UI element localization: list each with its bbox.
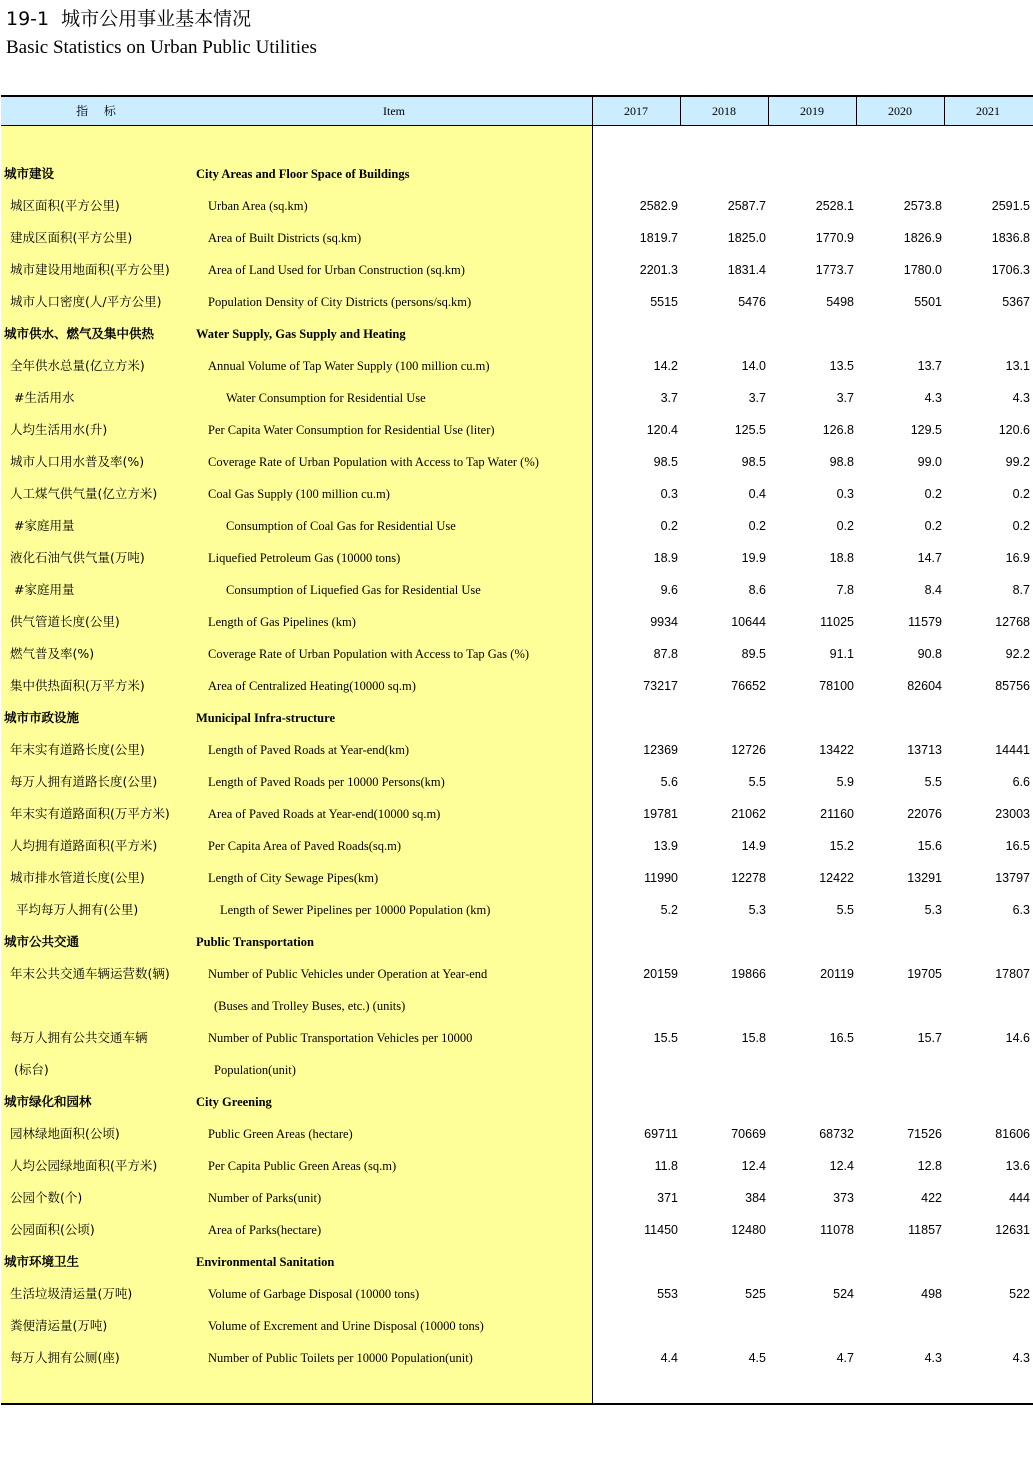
value-cell-2020: 4.3 [924,391,942,405]
indicator-cn: 园林绿地面积(公顷) [10,1126,120,1141]
value-cell-2020: 1780.0 [903,263,942,277]
value-cell-2020: 5.5 [924,775,942,789]
value-cell-2020: 15.7 [917,1031,942,1045]
value-cell-2018: 89.5 [741,647,766,661]
table-row [0,1022,1033,1054]
value-cell-2018: 0.2 [748,519,766,533]
value-cell-2018: 1831.4 [727,263,766,277]
value-cell-2021: 81606 [995,1127,1030,1141]
section-row [0,926,1033,958]
value-cell-2019: 373 [833,1191,854,1205]
title-cn-text: 城市公用事业基本情况 [61,8,252,30]
value-cell-2021: 5367 [1002,295,1030,309]
value-cell-2018: 0.4 [748,487,766,501]
item-en: Area of Paved Roads at Year-end(10000 sq.m) [208,807,441,821]
page-title-en: Basic Statistics on Urban Public Utilities [6,37,317,58]
value-cell-2017: 87.8 [653,647,678,661]
table-row [0,798,1033,830]
value-cell-2021: 6.6 [1012,775,1030,789]
indicator-cn: 城市人口密度(人/平方公里) [10,294,162,309]
value-cell-2020: 11579 [908,615,942,629]
item-en: Consumption of Coal Gas for Residential Use [226,519,456,533]
value-cell-2019: 12422 [819,871,854,885]
header-year: 2021 [976,104,1000,118]
table-row [0,350,1033,382]
value-cell-2018: 525 [745,1287,766,1301]
value-cell-2018: 14.0 [741,359,766,373]
indicator-cn: 每万人拥有公厕(座) [10,1350,120,1365]
section-row [0,702,1033,734]
item-en: Public Green Areas (hectare) [208,1127,353,1141]
value-cell-2019: 5.5 [836,903,854,917]
item-en: Per Capita Water Consumption for Residential Use (liter) [208,423,495,437]
header-year: 2018 [712,104,736,118]
item-en: Volume of Garbage Disposal (10000 tons) [208,1287,420,1301]
value-cell-2018: 5476 [738,295,766,309]
table-row [0,286,1033,318]
value-cell-2018: 8.6 [748,583,766,597]
item-en: Coal Gas Supply (100 million cu.m) [208,487,390,501]
indicator-cn: 平均每万人拥有(公里) [16,902,139,917]
table-row [0,734,1033,766]
header-year: 2020 [888,104,912,118]
value-cell-2021: 14441 [995,743,1030,757]
value-cell-2017: 553 [657,1287,678,1301]
value-cell-2019: 98.8 [829,455,854,469]
value-cell-2020: 19705 [907,967,942,981]
value-cell-2019: 11078 [820,1223,854,1237]
indicator-cn: 城市供水、燃气及集中供热 [4,326,155,341]
table-row [0,830,1033,862]
value-cell-2017: 11.8 [654,1159,678,1173]
value-cell-2021: 13797 [995,871,1030,885]
item-en: Municipal Infra-structure [196,711,335,725]
table-row [0,1214,1033,1246]
value-cell-2020: 71526 [907,1127,942,1141]
value-cell-2019: 12.4 [829,1159,854,1173]
value-cell-2019: 16.5 [829,1031,854,1045]
value-cell-2021: 0.2 [1012,487,1030,501]
header-year: 2017 [624,104,648,118]
indicator-cn: 年末实有道路长度(公里) [10,742,145,757]
item-en: Water Supply, Gas Supply and Heating [196,327,406,341]
table-row [0,1182,1033,1214]
indicator-cn: 城市市政设施 [4,710,80,725]
indicator-cn: 人工煤气供气量(亿立方米) [10,486,158,501]
section-row [0,318,1033,350]
value-cell-2018: 12480 [731,1223,766,1237]
value-cell-2019: 15.2 [829,839,854,853]
value-cell-2018: 19.9 [741,551,766,565]
table-row [0,414,1033,446]
table-row [0,1150,1033,1182]
indicator-cn: 城市人口用水普及率(%) [10,454,145,469]
value-cell-2020: 4.3 [924,1351,942,1365]
item-en: Length of City Sewage Pipes(km) [208,871,379,885]
value-cell-2019: 0.2 [836,519,854,533]
item-en: Per Capita Public Green Areas (sq.m) [208,1159,397,1173]
value-cell-2019: 524 [833,1287,854,1301]
table-row [0,542,1033,574]
indicator-cn: 城市排水管道长度(公里) [10,870,145,885]
indicator-cn: 城市建设 [4,166,55,181]
indicator-cn: 城市环境卫生 [4,1254,80,1269]
value-cell-2021: 8.7 [1012,583,1030,597]
value-cell-2018: 70669 [731,1127,766,1141]
table-row [0,894,1033,926]
value-cell-2017: 0.2 [660,519,678,533]
item-en: Liquefied Petroleum Gas (10000 tons) [208,551,401,565]
header-rule [1,125,1033,126]
value-cell-2017: 120.4 [646,423,678,437]
indicator-cn: 液化石油气供气量(万吨) [10,550,145,565]
value-cell-2021: 12631 [995,1223,1030,1237]
table-row [0,1054,1033,1086]
item-en: Per Capita Area of Paved Roads(sq.m) [208,839,402,853]
item-en: Public Transportation [196,935,314,949]
value-cell-2018: 76652 [731,679,766,693]
item-en: Coverage Rate of Urban Population with Access to Tap Gas (%) [208,647,530,661]
page-title-cn [6,4,251,31]
indicator-cn: 城市绿化和园林 [4,1094,92,1109]
table-row [0,1342,1033,1374]
value-cell-2021: 12768 [995,615,1030,629]
value-cell-2021: 444 [1009,1191,1030,1205]
section-row [0,1086,1033,1118]
indicator-cn: 城市公共交通 [4,934,80,949]
indicator-cn: 粪便清运量(万吨) [10,1318,108,1333]
value-cell-2019: 21160 [820,807,854,821]
item-en: Number of Public Vehicles under Operation at Year-end [208,967,488,981]
value-cell-2018: 15.8 [741,1031,766,1045]
value-cell-2020: 498 [921,1287,942,1301]
item-en: Area of Land Used for Urban Construction (sq.km) [208,263,465,277]
item-en: Length of Paved Roads per 10000 Persons(km) [208,775,445,789]
value-cell-2019: 0.3 [836,487,854,501]
indicator-cn: 建成区面积(平方公里) [10,230,133,245]
value-cell-2021: 13.6 [1005,1159,1030,1173]
value-cell-2017: 1819.7 [639,231,678,245]
indicator-cn: (标台) [14,1062,49,1077]
value-cell-2021: 16.5 [1005,839,1030,853]
item-en: City Areas and Floor Space of Buildings [196,167,410,181]
value-cell-2020: 13291 [907,871,942,885]
indicator-cn: #家庭用量 [14,582,75,597]
indicator-cn: 供气管道长度(公里) [10,614,120,629]
value-cell-2017: 0.3 [660,487,678,501]
item-en: (Buses and Trolley Buses, etc.) (units) [214,999,406,1013]
value-cell-2020: 0.2 [924,519,942,533]
value-cell-2020: 8.4 [924,583,942,597]
value-cell-2021: 99.2 [1005,455,1030,469]
value-cell-2018: 12.4 [741,1159,766,1173]
value-cell-2019: 20119 [820,967,854,981]
value-cell-2021: 13.1 [1005,359,1030,373]
indicator-cn: 城区面积(平方公里) [10,198,120,213]
value-cell-2020: 12.8 [917,1159,942,1173]
value-cell-2017: 11450 [644,1223,678,1237]
value-cell-2017: 2582.9 [639,199,678,213]
value-cell-2021: 4.3 [1012,1351,1030,1365]
value-cell-2020: 129.5 [910,423,942,437]
indicator-cn: 每万人拥有道路长度(公里) [10,774,158,789]
value-cell-2019: 7.8 [836,583,854,597]
item-en: Length of Paved Roads at Year-end(km) [208,743,410,757]
value-cell-2018: 1825.0 [727,231,766,245]
indicator-cn: 生活垃圾清运量(万吨) [10,1286,133,1301]
value-cell-2020: 5.3 [924,903,942,917]
value-cell-2020: 82604 [907,679,942,693]
value-cell-2017: 12369 [643,743,678,757]
item-en: Length of Gas Pipelines (km) [208,615,356,629]
bottom-rule [1,1403,1033,1405]
indicator-cn: 人均公园绿地面积(平方米) [10,1158,158,1173]
value-cell-2017: 5515 [650,295,678,309]
value-cell-2017: 3.7 [660,391,678,405]
item-en: Number of Public Transportation Vehicles per 10000 [208,1031,473,1045]
table-row [0,766,1033,798]
item-en: Area of Parks(hectare) [208,1223,322,1237]
value-cell-2018: 3.7 [748,391,766,405]
header-year: 2019 [800,104,824,118]
value-cell-2020: 99.0 [917,455,942,469]
value-cell-2021: 4.3 [1012,391,1030,405]
indicator-cn: 公园个数(个) [10,1190,83,1205]
value-cell-2018: 4.5 [748,1351,766,1365]
value-cell-2020: 22076 [907,807,942,821]
value-cell-2021: 2591.5 [991,199,1030,213]
value-cell-2021: 14.6 [1005,1031,1030,1045]
indicator-cn: 人均生活用水(升) [10,422,108,437]
table-row [0,958,1033,990]
value-cell-2019: 13.5 [829,359,854,373]
value-cell-2018: 14.9 [741,839,766,853]
value-cell-2017: 69711 [644,1127,678,1141]
value-cell-2020: 0.2 [924,487,942,501]
section-row [0,158,1033,190]
value-cell-2017: 13.9 [653,839,678,853]
value-cell-2019: 1773.7 [815,263,854,277]
value-cell-2018: 19866 [731,967,766,981]
value-cell-2017: 11990 [644,871,678,885]
value-cell-2021: 0.2 [1012,519,1030,533]
value-cell-2017: 19781 [643,807,678,821]
value-cell-2021: 1836.8 [991,231,1030,245]
table-row [0,222,1033,254]
value-cell-2017: 14.2 [653,359,678,373]
table-row [0,990,1033,1022]
value-cell-2017: 18.9 [653,551,678,565]
value-cell-2017: 4.4 [660,1351,678,1365]
value-cell-2017: 20159 [643,967,678,981]
indicator-cn: #家庭用量 [14,518,75,533]
value-cell-2019: 1770.9 [815,231,854,245]
value-cell-2017: 9.6 [660,583,678,597]
item-en: Annual Volume of Tap Water Supply (100 million cu.m) [208,359,490,373]
value-cell-2017: 98.5 [653,455,678,469]
value-cell-2021: 17807 [995,967,1030,981]
value-cell-2020: 13.7 [917,359,942,373]
value-cell-2018: 12278 [731,871,766,885]
section-row [0,1246,1033,1278]
value-cell-2020: 13713 [907,743,942,757]
value-cell-2019: 13422 [819,743,854,757]
item-en: Population(unit) [214,1063,296,1077]
value-cell-2021: 23003 [995,807,1030,821]
table-row [0,606,1033,638]
item-en: Urban Area (sq.km) [208,199,308,213]
value-cell-2019: 91.1 [829,647,854,661]
table-number: 19-1 [6,8,50,30]
table-row [0,478,1033,510]
value-cell-2018: 384 [745,1191,766,1205]
table-row [0,1310,1033,1342]
value-cell-2020: 2573.8 [903,199,942,213]
value-cell-2020: 90.8 [917,647,942,661]
item-en: City Greening [196,1095,272,1109]
indicator-cn: 城市建设用地面积(平方公里) [10,262,170,277]
value-cell-2019: 18.8 [829,551,854,565]
value-cell-2020: 422 [921,1191,942,1205]
indicator-cn: 年末公共交通车辆运营数(辆) [10,966,170,981]
value-cell-2018: 21062 [731,807,766,821]
value-cell-2019: 2528.1 [815,199,854,213]
value-cell-2019: 3.7 [836,391,854,405]
value-cell-2021: 522 [1009,1287,1030,1301]
value-cell-2018: 10644 [731,615,766,629]
indicator-cn: 全年供水总量(亿立方米) [10,358,145,373]
value-cell-2019: 68732 [819,1127,854,1141]
table-row [0,862,1033,894]
item-en: Consumption of Liquefied Gas for Residential Use [226,583,481,597]
indicator-cn: 人均拥有道路面积(平方米) [10,838,158,853]
value-cell-2018: 98.5 [741,455,766,469]
value-cell-2021: 120.6 [998,423,1030,437]
value-cell-2017: 5.6 [660,775,678,789]
item-en: Area of Built Districts (sq.km) [208,231,362,245]
value-cell-2020: 5501 [914,295,942,309]
value-cell-2019: 11025 [820,615,854,629]
item-en: Length of Sewer Pipelines per 10000 Population (km) [220,903,491,917]
value-cell-2019: 5.9 [836,775,854,789]
table-row [0,574,1033,606]
indicator-cn: 公园面积(公顷) [10,1222,95,1237]
indicator-cn: #生活用水 [14,390,75,405]
table-row [0,510,1033,542]
value-cell-2018: 2587.7 [727,199,766,213]
value-cell-2021: 92.2 [1005,647,1030,661]
value-cell-2017: 9934 [650,615,678,629]
item-en: Area of Centralized Heating(10000 sq.m) [208,679,416,693]
table-row [0,254,1033,286]
value-cell-2017: 5.2 [660,903,678,917]
value-cell-2017: 371 [657,1191,678,1205]
indicator-cn: 燃气普及率(%) [10,646,95,661]
value-cell-2021: 1706.3 [991,263,1030,277]
value-cell-2019: 78100 [819,679,854,693]
value-cell-2021: 85756 [995,679,1030,693]
value-cell-2020: 15.6 [917,839,942,853]
item-en: Water Consumption for Residential Use [226,391,426,405]
value-cell-2018: 5.3 [748,903,766,917]
item-en: Environmental Sanitation [196,1255,335,1269]
table-row [0,670,1033,702]
value-cell-2017: 15.5 [653,1031,678,1045]
value-cell-2019: 4.7 [836,1351,854,1365]
value-cell-2018: 5.5 [748,775,766,789]
table-row [0,382,1033,414]
table-row [0,446,1033,478]
indicator-cn: 每万人拥有公共交通车辆 [10,1030,148,1045]
indicator-cn: 集中供热面积(万平方米) [10,678,145,693]
value-cell-2018: 125.5 [734,423,766,437]
table-row [0,1278,1033,1310]
item-en: Volume of Excrement and Urine Disposal (10000 tons) [208,1319,484,1333]
item-en: Number of Parks(unit) [208,1191,322,1205]
value-cell-2019: 126.8 [822,423,854,437]
table-row [0,638,1033,670]
item-en: Number of Public Toilets per 10000 Population(unit) [208,1351,473,1365]
value-cell-2021: 6.3 [1012,903,1030,917]
value-cell-2020: 14.7 [917,551,942,565]
value-cell-2021: 16.9 [1005,551,1030,565]
value-cell-2020: 1826.9 [903,231,942,245]
item-en: Coverage Rate of Urban Population with Access to Tap Water (%) [208,455,539,469]
header-indicator: 指 标 [76,104,122,118]
value-cell-2020: 11857 [908,1223,942,1237]
header-item: Item [383,104,405,118]
table-row [0,1118,1033,1150]
item-en: Population Density of City Districts (persons/sq.km) [208,295,472,309]
indicator-cn: 年末实有道路面积(万平方米) [10,806,170,821]
value-cell-2017: 2201.3 [639,263,678,277]
value-cell-2019: 5498 [826,295,854,309]
value-cell-2017: 73217 [643,679,678,693]
value-cell-2018: 12726 [731,743,766,757]
table-row [0,190,1033,222]
